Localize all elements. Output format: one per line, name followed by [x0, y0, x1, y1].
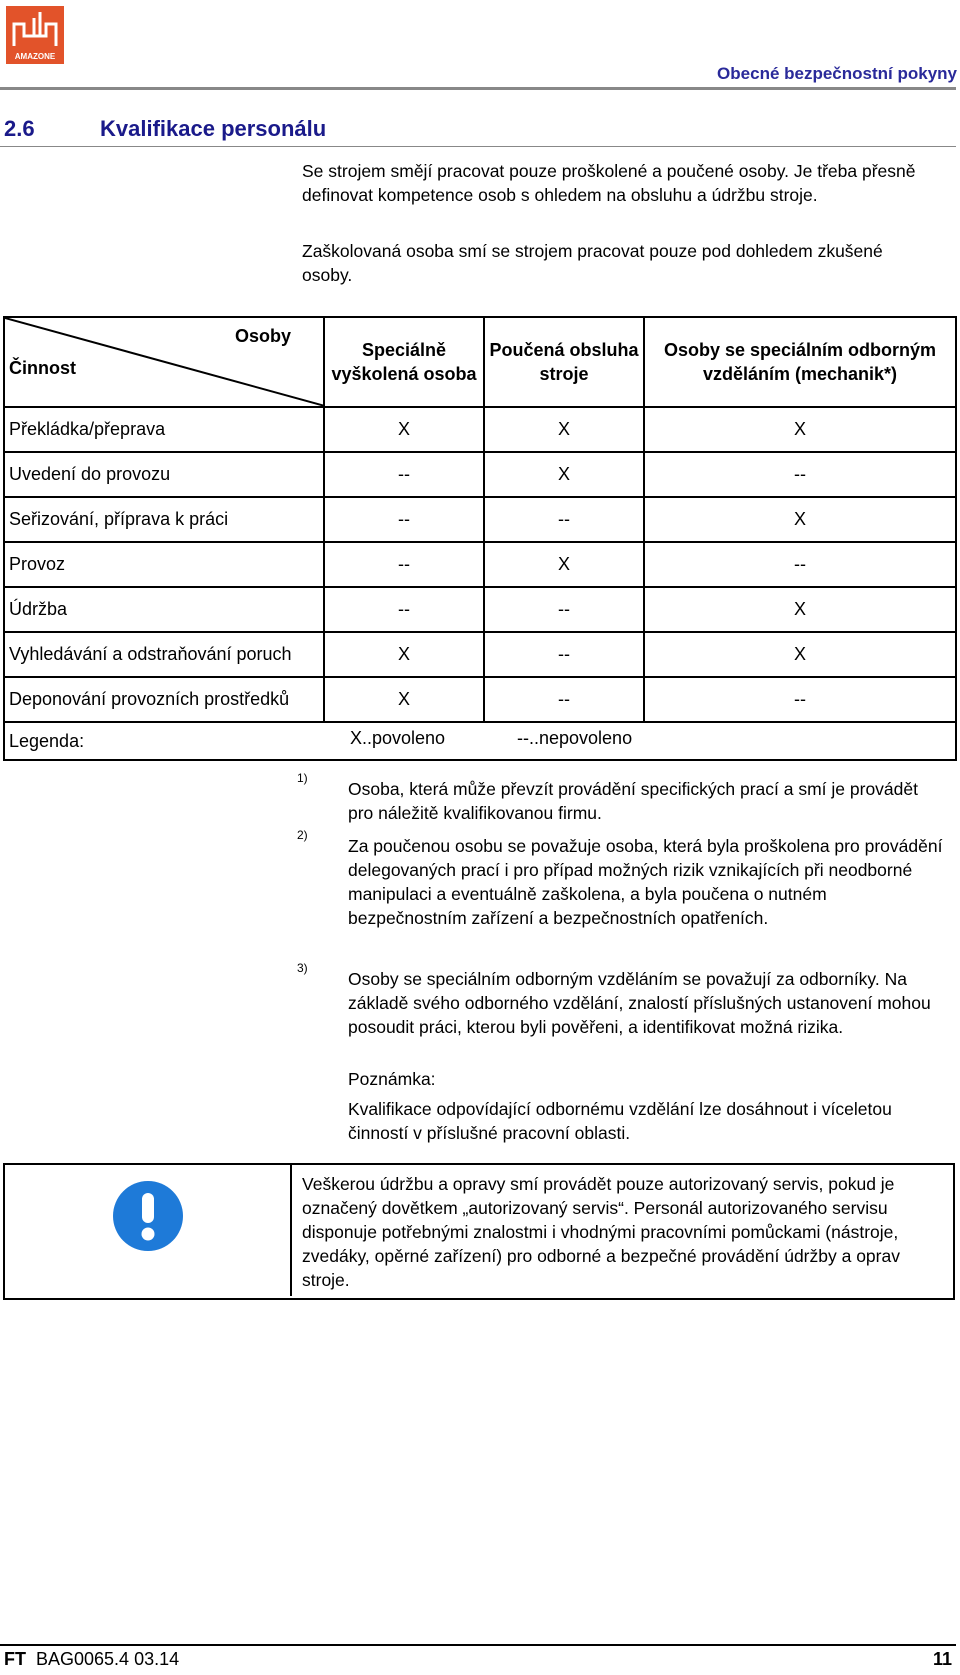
value-cell: -- [644, 542, 956, 587]
value-cell: X [644, 407, 956, 452]
table-row [4, 407, 956, 452]
footer-rule [0, 1644, 956, 1646]
corner-label-persons: Osoby [234, 326, 291, 346]
footnote-text: Osoby se speciálním odborným vzděláním se považují za odborníky. Na základě svého odborného vzdělání, znalostí příslušných ustanovení mohou posoudit práci, kterou byli pověřeni, a identifikovat možná rizika. [348, 969, 931, 1037]
column-header: Speciálně vyškolená osoba [324, 317, 484, 407]
value-cell: X [644, 497, 956, 542]
exclamation-icon [112, 1180, 184, 1252]
activity-cell: Údržba [4, 587, 324, 632]
footer-code: BAG0065.4 03.14 [36, 1649, 180, 1669]
table-row [4, 677, 956, 722]
activity-cell: Vyhledávání a odstraňování poruch [4, 632, 324, 677]
footnote-mark: 2) [297, 828, 308, 842]
value-cell: -- [484, 497, 644, 542]
section-header: Obecné bezpečnostní pokyny [717, 64, 957, 83]
footnote-mark: 3) [297, 961, 308, 975]
value-cell: -- [324, 542, 484, 587]
header-rule [0, 87, 956, 90]
corner-label-activity: Činnost [9, 358, 76, 378]
footer-prefix: FT [4, 1649, 26, 1669]
value-cell: -- [484, 587, 644, 632]
activity-cell: Uvedení do provozu [4, 452, 324, 497]
matrix-header-row [4, 317, 956, 407]
footnote-text: Za poučenou osobu se považuje osoba, která byla proškolena pro provádění delegovaných prací i pro případ možných rizik vznikajících při neodborné manipulaci a eventuálně zaškolena, a byla poučena o nutném bezpečnostním zařízení a bezpečnostních opatřeních. [348, 836, 943, 928]
activity-cell: Deponování provozních prostředků [4, 677, 324, 722]
table-row [4, 632, 956, 677]
table-row [4, 452, 956, 497]
value-cell: -- [644, 452, 956, 497]
column-header: Osoby se speciálním odborným vzděláním (mechanik*) [644, 317, 956, 407]
value-cell: X [324, 407, 484, 452]
intro-paragraph-1: Se strojem smějí pracovat pouze proškolené a poučené osoby. Je třeba přesně definovat kompetence osob s ohledem na obsluhu a údržbu stroje. [302, 161, 916, 205]
table-row [4, 542, 956, 587]
value-cell: -- [484, 677, 644, 722]
matrix-corner-cell [4, 317, 324, 407]
activity-cell: Provoz [4, 542, 324, 587]
section-number: 2.6 [4, 116, 35, 141]
logo-text: AMAZONE [14, 52, 56, 61]
value-cell: -- [324, 587, 484, 632]
value-cell: X [484, 452, 644, 497]
notice-divider [290, 1163, 292, 1296]
activity-cell: Překládka/přeprava [4, 407, 324, 452]
value-cell: X [484, 542, 644, 587]
value-cell: X [324, 632, 484, 677]
section-title: Kvalifikace personálu [100, 116, 327, 141]
remark-label: Poznámka: [348, 1069, 436, 1089]
value-cell: X [484, 407, 644, 452]
table-row [4, 587, 956, 632]
value-cell: -- [644, 677, 956, 722]
value-cell: X [644, 632, 956, 677]
legend-denied: --..nepovoleno [517, 728, 633, 748]
value-cell: X [644, 587, 956, 632]
legend-cell [4, 722, 956, 760]
remark-text: Kvalifikace odpovídající odbornému vzdělání lze dosáhnout i víceletou činností v příslušné pracovní oblasti. [348, 1099, 892, 1143]
table-row [4, 497, 956, 542]
footnote-mark: 1) [297, 771, 308, 785]
value-cell: X [324, 677, 484, 722]
qualification-matrix [3, 316, 957, 761]
footer-doc-code [4, 1649, 179, 1670]
value-cell: -- [484, 632, 644, 677]
intro-paragraph-2: Zaškolovaná osoba smí se strojem pracovat pouze pod dohledem zkušené osoby. [302, 241, 883, 285]
legend-allowed: X..povoleno [350, 728, 446, 748]
value-cell: -- [324, 497, 484, 542]
column-header: Poučená obsluha stroje [484, 317, 644, 407]
page-number: 11 [932, 1649, 952, 1669]
legend-row [4, 722, 956, 760]
legend-label: Legenda: [9, 730, 85, 751]
value-cell: -- [324, 452, 484, 497]
notice-text: Veškerou údržbu a opravy smí provádět pouze autorizovaný servis, pokud je označený dovětkem „autorizovaný servis“. Personál autorizovaného servisu disponuje potřebnými znalostmi i vhodnými pracovními pomůckami (nástroje, zvedáky, opěrné zařízení) pro odborné a bezpečné provádění údržby a oprav stroje. [302, 1174, 900, 1290]
amazone-logo [6, 6, 64, 64]
activity-cell: Seřizování, příprava k práci [4, 497, 324, 542]
footnote-text: Osoba, která může převzít provádění specifických prací a smí je provádět pro náležitě kvalifikovanou firmu. [348, 779, 918, 823]
section-rule [0, 146, 956, 147]
